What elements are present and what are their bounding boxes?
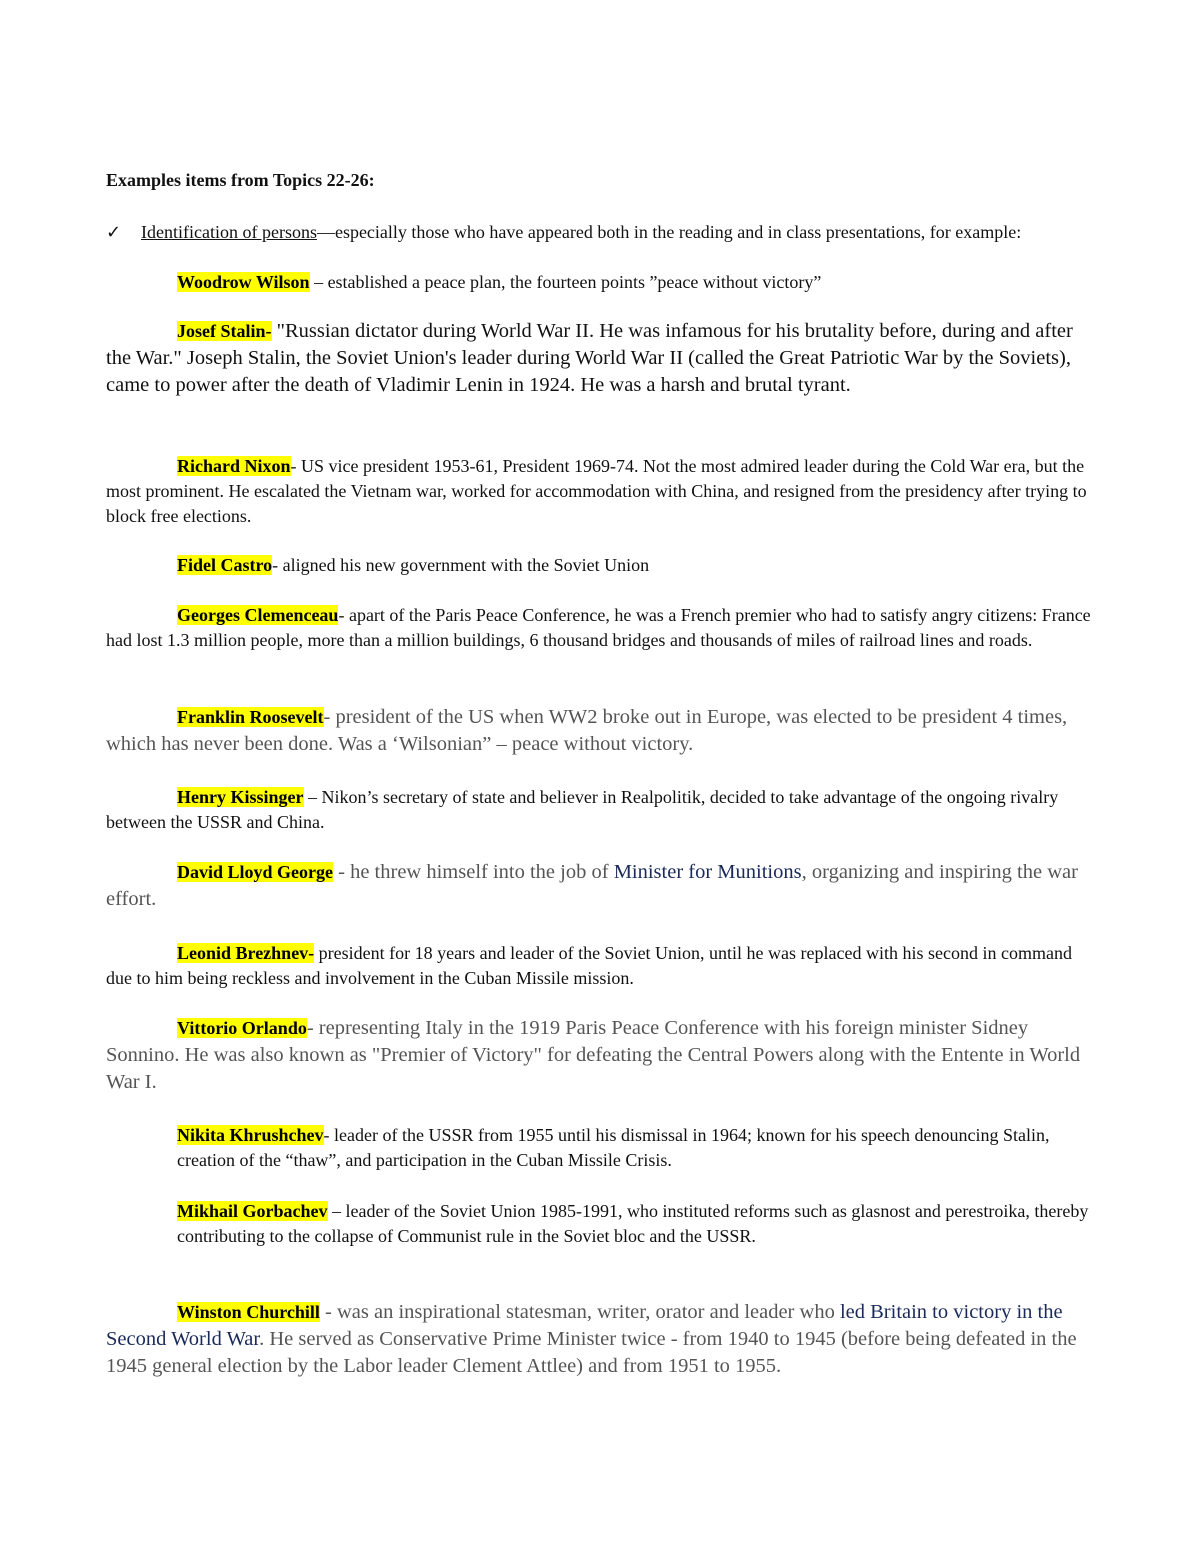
page-heading: Examples items from Topics 22-26: — [106, 170, 375, 190]
entry-description: president of the US when WW2 broke out in Europe, was elected to be president 4 times, which has never been done. Was a ‘Wilsonian” – peace without victory. — [106, 706, 1068, 755]
entry-nikita-khrushchev — [106, 1123, 1096, 1173]
person-name: Leonid Brezhnev- — [177, 943, 315, 963]
entry-description: aligned his new government with the Soviet Union — [282, 555, 650, 575]
person-name: Fidel Castro — [177, 555, 273, 575]
person-name: Georges Clemenceau — [177, 605, 339, 625]
entry-description-end: . He served as Conservative Prime Minister twice - from 1940 to 1945 (before being defeated in the 1945 general election by the Labor leader Clement Attlee) and from 1951 to 1955. — [106, 1328, 1077, 1377]
entry-separator: - — [333, 861, 351, 883]
entry-separator: - — [290, 456, 302, 476]
entry-description: "Russian dictator during World War II. He was infamous for his brutality before, during and after the War." Joseph Stalin, the Soviet Union's leader during World War II (called the Great Patriotic War by the Soviets), came to power after the death of Vladimir Lenin in 1924. He was a harsh and brutal tyrant. — [106, 320, 1073, 396]
entry-separator: - — [338, 605, 349, 625]
entry-fidel-castro — [106, 553, 1096, 578]
munitions-link-text: Minister for Munitions — [613, 861, 802, 883]
entry-separator: - — [272, 555, 283, 575]
entry-leonid-brezhnev — [106, 941, 1096, 991]
person-name: Winston Churchill — [177, 1302, 320, 1322]
entry-mikhail-gorbachev — [106, 1199, 1096, 1249]
person-name: Josef Stalin- — [177, 321, 272, 341]
entry-separator: – — [327, 1201, 346, 1221]
entry-description: was an inspirational statesman, writer, orator and leader who — [336, 1301, 840, 1323]
intro-label: Identification of persons — [141, 222, 317, 242]
entry-description: leader of the Soviet Union 1985-1991, who instituted reforms such as glasnost and perestroika, thereby contributing to the collapse of Communist rule in the Soviet bloc and the USSR. — [177, 1201, 1089, 1246]
entry-separator: - — [323, 706, 336, 728]
entry-winston-churchill — [106, 1299, 1096, 1380]
entry-separator: – — [309, 272, 328, 292]
entry-description: established a peace plan, the fourteen points ”peace without victory” — [327, 272, 822, 292]
entry-franklin-roosevelt — [106, 704, 1096, 758]
entry-description: Nikon’s secretary of state and believer in Realpolitik, decided to take advantage of the ongoing rivalry between the USSR and China. — [106, 787, 1059, 832]
entry-separator: – — [303, 787, 322, 807]
entry-description: US vice president 1953-61, President 1969-74. Not the most admired leader during the Cold War era, but the most prominent. He escalated the Vietnam war, worked for accommodation with China, and resigned from the presidency after trying to block free elections. — [106, 456, 1087, 526]
entry-richard-nixon — [106, 454, 1096, 529]
entry-separator: - — [319, 1301, 337, 1323]
entry-separator: - — [323, 1125, 335, 1145]
person-name: Richard Nixon — [177, 456, 291, 476]
person-name: Nikita Khrushchev — [177, 1125, 324, 1145]
entry-david-lloyd-george — [106, 859, 1096, 913]
entry-henry-kissinger — [106, 785, 1096, 835]
identification-intro — [106, 220, 1096, 245]
person-name: Franklin Roosevelt — [177, 707, 324, 727]
person-name: Woodrow Wilson — [177, 272, 310, 292]
entry-description: representing Italy in the 1919 Paris Peace Conference with his foreign minister Sidney Sonnino. He was also known as "Premier of Victory" for defeating the Central Powers along with the Entente in World War I. — [106, 1017, 1081, 1093]
entry-description-end: , organizing and inspiring the war effort. — [106, 861, 1078, 910]
entry-georges-clemenceau — [106, 603, 1096, 653]
entry-woodrow-wilson — [106, 270, 1167, 295]
entry-description: leader of the USSR from 1955 until his dismissal in 1964; known for his speech denouncing Stalin, creation of the “thaw”, and participation in the Cuban Missile Crisis. — [177, 1125, 1050, 1170]
entry-separator: - — [306, 1017, 319, 1039]
person-name: Vittorio Orlando — [177, 1018, 307, 1038]
entry-josef-stalin — [106, 318, 1096, 399]
victory-link-text: led Britain to victory in the Second World War — [106, 1301, 1063, 1350]
entry-vittorio-orlando — [106, 1015, 1096, 1096]
person-name: David Lloyd George — [177, 862, 333, 882]
intro-text: —especially those who have appeared both in the reading and in class presentations, for example: — [316, 222, 1022, 242]
checkmark-icon: ✓ — [106, 222, 122, 243]
entry-description: he threw himself into the job of — [350, 861, 614, 883]
entry-description: apart of the Paris Peace Conference, he was a French premier who had to satisfy angry citizens: France had lost 1.3 million people, more than a million buildings, 6 thousand bridges and thousands of miles of railroad lines and roads. — [106, 605, 1091, 650]
person-name: Henry Kissinger — [177, 787, 304, 807]
person-name: Mikhail Gorbachev — [177, 1201, 328, 1221]
entry-description: president for 18 years and leader of the Soviet Union, until he was replaced with his second in command due to him being reckless and involvement in the Cuban Missile mission. — [106, 943, 1072, 988]
